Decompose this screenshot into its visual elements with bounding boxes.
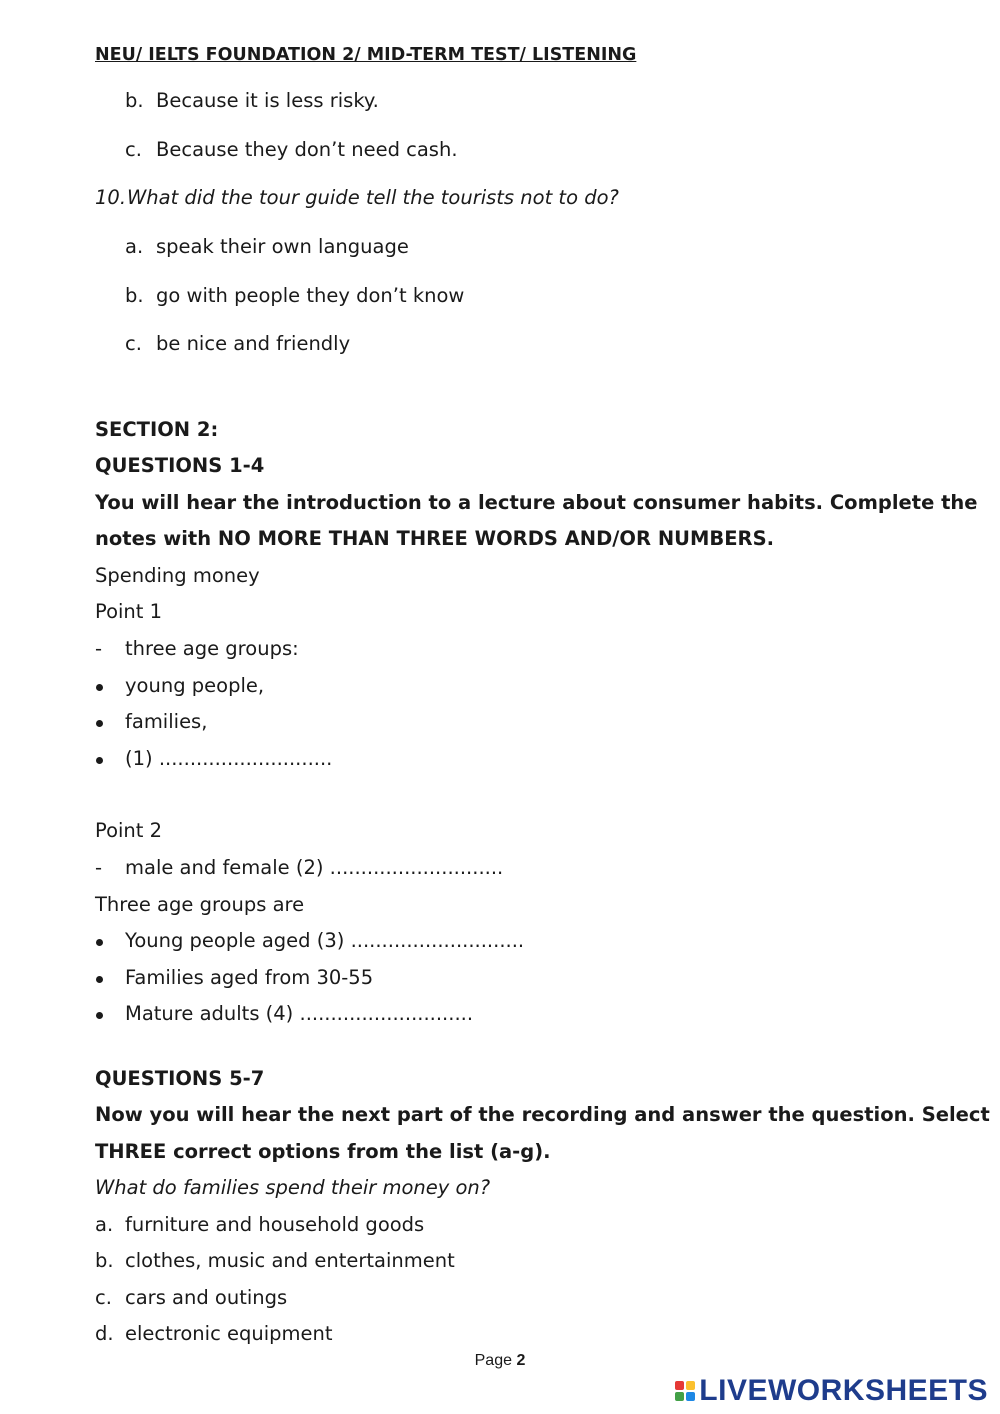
logo-text: LIVEWORKSHEETS <box>699 1374 988 1407</box>
dash-marker: - <box>95 856 103 879</box>
bullet-text: (1) ............................ <box>125 747 333 770</box>
questions-5-7-question: What do families spend their money on? <box>95 1176 491 1199</box>
option-text: go with people they don’t know <box>156 284 465 307</box>
bullet-icon <box>96 976 103 983</box>
option-text: Because they don’t need cash. <box>156 138 458 161</box>
option-text: electronic equipment <box>125 1322 333 1345</box>
option-text: cars and outings <box>125 1286 288 1309</box>
option-marker: a. <box>125 235 144 258</box>
option-marker: a. <box>95 1213 114 1236</box>
bullet-item <box>95 965 373 991</box>
bullet-text: Young people aged (3) ............................ <box>125 929 525 952</box>
option-text: be nice and friendly <box>156 332 351 355</box>
option-marker: d. <box>95 1322 114 1345</box>
q9-option-b <box>125 88 379 114</box>
page-number: 2 <box>516 1352 526 1369</box>
answer-blank-2 <box>95 855 503 881</box>
logo-square <box>686 1392 695 1401</box>
dash-marker: - <box>95 637 103 660</box>
page-footer <box>0 1352 1000 1370</box>
logo-grid-icon <box>675 1381 695 1401</box>
option-marker: c. <box>125 138 142 161</box>
option-text: speak their own language <box>156 235 409 258</box>
question-text: What did the tour guide tell the tourists not to do? <box>127 186 619 209</box>
q5-7-option-c <box>95 1285 287 1311</box>
page-label: Page <box>474 1352 512 1369</box>
option-marker: c. <box>125 332 142 355</box>
q5-7-option-d <box>95 1321 333 1347</box>
point-2-label: Point 2 <box>95 819 163 842</box>
logo-square <box>686 1381 695 1390</box>
section-2-title: SECTION 2: <box>95 418 219 441</box>
answer-blank-4 <box>95 1001 473 1027</box>
bullet-text: families, <box>125 710 208 733</box>
option-text: furniture and household goods <box>125 1213 425 1236</box>
questions-1-4-title: QUESTIONS 1-4 <box>95 454 265 477</box>
answer-blank-1 <box>95 746 332 772</box>
bullet-item <box>95 709 207 735</box>
question-number: 10. <box>95 186 127 209</box>
bullet-icon <box>96 720 103 727</box>
age-groups-heading: Three age groups are <box>95 893 305 916</box>
logo-square <box>675 1381 684 1390</box>
q10-question <box>95 185 619 211</box>
questions-1-4-instruction-line1: You will hear the introduction to a lecture about consumer habits. Complete the <box>95 491 978 514</box>
q9-option-c <box>125 137 458 163</box>
questions-5-7-instruction-line2: THREE correct options from the list (a-g). <box>95 1140 551 1163</box>
questions-5-7-instruction-line1: Now you will hear the next part of the recording and answer the question. Select <box>95 1103 990 1126</box>
questions-1-4-instruction-line2: notes with NO MORE THAN THREE WORDS AND/OR NUMBERS. <box>95 527 775 550</box>
dash-item-text: male and female (2) ............................ <box>125 856 504 879</box>
point-1-dash-item <box>95 636 299 662</box>
bullet-item <box>95 673 264 699</box>
option-text: Because it is less risky. <box>156 89 379 112</box>
bullet-text: Mature adults (4) ............................ <box>125 1002 474 1025</box>
q5-7-option-b <box>95 1248 455 1274</box>
q10-option-c <box>125 331 350 357</box>
bullet-icon <box>96 684 103 691</box>
option-marker: b. <box>95 1249 114 1272</box>
bullet-icon <box>96 939 103 946</box>
bullet-text: young people, <box>125 674 265 697</box>
option-marker: b. <box>125 284 144 307</box>
option-text: clothes, music and entertainment <box>125 1249 455 1272</box>
answer-blank-3 <box>95 928 524 954</box>
option-marker: b. <box>125 89 144 112</box>
bullet-icon <box>96 757 103 764</box>
document-header: NEU/ IELTS FOUNDATION 2/ MID-TERM TEST/ LISTENING <box>95 45 637 65</box>
q10-option-a <box>125 234 409 260</box>
notes-heading: Spending money <box>95 564 260 587</box>
point-1-label: Point 1 <box>95 600 163 623</box>
logo-square <box>675 1392 684 1401</box>
liveworksheets-logo[interactable] <box>675 1376 988 1406</box>
q5-7-option-a <box>95 1212 424 1238</box>
bullet-text: Families aged from 30-55 <box>125 966 374 989</box>
q10-option-b <box>125 283 464 309</box>
option-marker: c. <box>95 1286 112 1309</box>
dash-item-text: three age groups: <box>125 637 299 660</box>
questions-5-7-title: QUESTIONS 5-7 <box>95 1067 265 1090</box>
bullet-icon <box>96 1012 103 1019</box>
